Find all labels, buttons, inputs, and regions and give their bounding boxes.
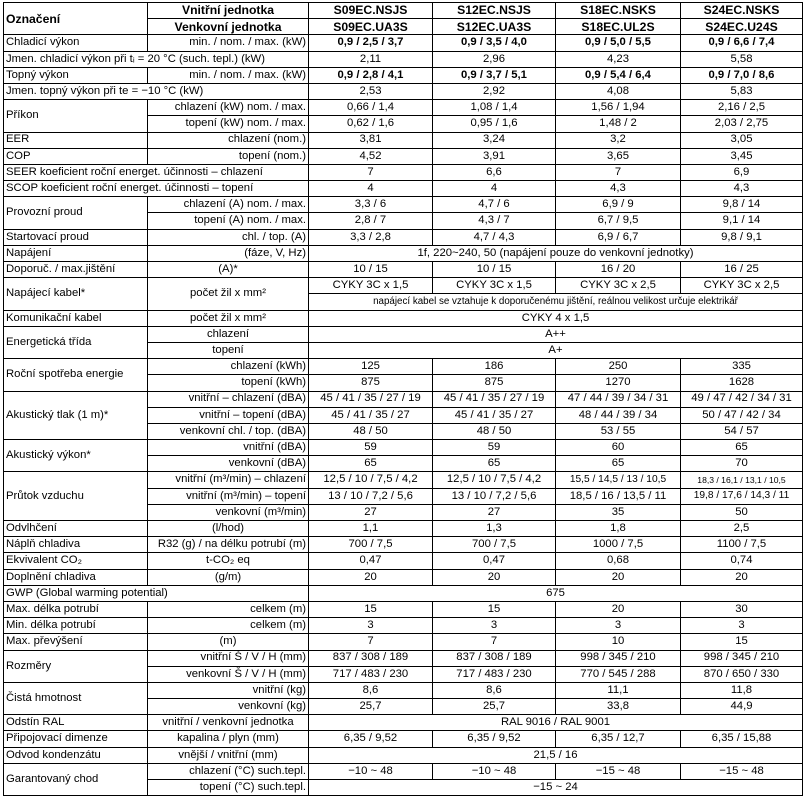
cell-value: 30 [681,601,803,617]
row-power-input-cooling [4,100,803,116]
row-desc: vnitřní – chlazení (dBA) [148,391,309,407]
row-label: Doplnění chladiva [4,569,148,585]
cell-value: 60 [556,440,681,456]
row-desc: topení (nom.) [148,148,309,164]
cell-value: 770 / 545 / 288 [556,666,681,682]
row-label: Chladicí výkon [4,35,148,51]
cell-value: 27 [433,504,556,520]
row-desc: venkovní Š / V / H (mm) [148,666,309,682]
cell-value: 10 / 15 [433,262,556,278]
cell-value: 1,56 / 1,94 [556,100,681,116]
row-desc: chlazení (nom.) [148,132,309,148]
indoor-unit-header: Vnitřní jednotka [148,3,309,19]
cell-value: 45 / 41 / 35 / 27 [433,407,556,423]
row-label: Průtok vzduchu [4,472,148,521]
row-scop [4,181,803,197]
cell-value: 20 [681,569,803,585]
row-desc: počet žil x mm² [148,278,309,310]
row-desc: min. / nom. / max. (kW) [148,35,309,51]
cell-value: 2,53 [309,83,433,99]
cell-value: 7 [309,634,433,650]
cell-value: 35 [556,504,681,520]
cell-value: 20 [309,569,433,585]
cell-value: 717 / 483 / 230 [433,666,556,682]
row-label: Náplň chladiva [4,537,148,553]
cell-value: 16 / 25 [681,262,803,278]
cell-value: 15,5 / 14,5 / 13 / 10,5 [556,472,681,488]
cell-value: 0,62 / 1,6 [309,116,433,132]
cell-value: 15 [681,634,803,650]
cell-value: 8,6 [309,682,433,698]
cell-value: 50 [681,504,803,520]
cell-value: 44,9 [681,699,803,715]
cell-value: 5,83 [681,83,803,99]
row-sound-power-indoor [4,440,803,456]
row-desc: topení (A) nom. / max. [148,213,309,229]
cell-value: 4,52 [309,148,433,164]
row-label: Energetická třída [4,326,148,358]
row-comm-cable [4,310,803,326]
cell-value: 1628 [681,375,803,391]
cell-value: 186 [433,359,556,375]
designation-header: Označení [4,3,148,35]
row-label: EER [4,132,148,148]
cell-value: 65 [309,456,433,472]
cell-value: RAL 9016 / RAL 9001 [309,715,803,731]
model-indoor: S24EC.NSKS [681,3,803,19]
cell-value: 2,16 / 2,5 [681,100,803,116]
row-desc: venkovní (kg) [148,699,309,715]
row-label: Startovací proud [4,229,148,245]
row-label: Čistá hmotnost [4,682,148,714]
row-label: Provozní proud [4,197,148,229]
outdoor-unit-header: Venkovní jednotka [148,19,309,35]
spec-table [3,2,803,796]
cell-value: 3 [556,618,681,634]
row-desc: vnitřní (kg) [148,682,309,698]
cell-value: 1100 / 7,5 [681,537,803,553]
row-desc: vnitřní (m³/min) – topení [148,488,309,504]
cell-value: 4,08 [556,83,681,99]
row-annual-cooling [4,359,803,375]
row-airflow-indoor-cooling [4,472,803,488]
cell-value: 2,92 [433,83,556,99]
cell-value: 16 / 20 [556,262,681,278]
row-guaranteed-cooling [4,763,803,779]
row-label: Napájecí kabel* [4,278,148,310]
model-indoor: S12EC.NSJS [433,3,556,19]
cell-value: −10 ~ 48 [309,763,433,779]
cell-value: 3,24 [433,132,556,148]
cell-value: −10 ~ 48 [433,763,556,779]
row-desc: (A)* [148,262,309,278]
cell-value: 48 / 50 [433,423,556,439]
cell-value: 7 [556,164,681,180]
cell-value: 2,5 [681,521,803,537]
row-desc: (m) [148,634,309,650]
cell-value: 10 [556,634,681,650]
row-connection [4,731,803,747]
cell-value: A+ [309,342,803,358]
row-label: Doporuč. / max.jištění [4,262,148,278]
cell-value: 48 / 44 / 39 / 34 [556,407,681,423]
header-row-indoor [4,3,803,19]
row-energy-class-cooling [4,326,803,342]
row-breaker [4,262,803,278]
cell-value: 3,05 [681,132,803,148]
cell-value: 0,9 / 5,4 / 6,4 [556,67,681,83]
cell-value: 0,9 / 2,8 / 4,1 [309,67,433,83]
row-desc: vnitřní Š / V / H (mm) [148,650,309,666]
cell-value: 9,1 / 14 [681,213,803,229]
row-desc: vnější / vnitřní (mm) [148,747,309,763]
row-label: Max. délka potrubí [4,601,148,617]
cell-value: 998 / 345 / 210 [681,650,803,666]
cell-value: 15 [433,601,556,617]
row-desc: vnitřní / venkovní jednotka [148,715,309,731]
cell-value: 1f, 220~240, 50 (napájení pouze do venkovní jednotky) [309,245,803,261]
row-desc: kapalina / plyn (mm) [148,731,309,747]
cell-value: −15 ~ 48 [556,763,681,779]
cell-value: 0,9 / 3,7 / 5,1 [433,67,556,83]
model-indoor: S18EC.NSKS [556,3,681,19]
cell-value: −15 ~ 24 [309,780,803,796]
row-label: Připojovací dimenze [4,731,148,747]
row-ral [4,715,803,731]
cell-value: 0,9 / 3,5 / 4,0 [433,35,556,51]
row-desc: (l/hod) [148,521,309,537]
cell-value: 70 [681,456,803,472]
cell-value: 0,47 [309,553,433,569]
row-dehumidification [4,521,803,537]
cell-value: 20 [556,601,681,617]
cell-value: 65 [681,440,803,456]
row-desc: min. / nom. / max. (kW) [148,67,309,83]
cell-value: CYKY 3C x 2,5 [681,278,803,294]
cell-value: 998 / 345 / 210 [556,650,681,666]
cell-value: 5,58 [681,51,803,67]
row-cooling-capacity [4,35,803,51]
row-eer [4,132,803,148]
model-outdoor: S18EC.UL2S [556,19,681,35]
row-dimensions-indoor [4,650,803,666]
model-outdoor: S12EC.UA3S [433,19,556,35]
cell-value: 335 [681,359,803,375]
model-indoor: S09EC.NSJS [309,3,433,19]
row-label: Jmen. chladicí výkon při tᵢ = 20 °C (such. tepl.) (kW) [4,51,309,67]
row-max-elevation [4,634,803,650]
row-desc: chl. / top. (A) [148,229,309,245]
cell-value: 700 / 7,5 [433,537,556,553]
cell-value: 6,35 / 9,52 [309,731,433,747]
cell-value: CYKY 3C x 2,5 [556,278,681,294]
cell-value: 717 / 483 / 230 [309,666,433,682]
row-refrigerant [4,537,803,553]
cell-value: 6,35 / 12,7 [556,731,681,747]
row-rated-cooling [4,51,803,67]
row-label: Komunikační kabel [4,310,148,326]
row-desc: topení (°C) such.tepl. [148,780,309,796]
cell-value: 18,5 / 16 / 13,5 / 11 [556,488,681,504]
row-desc: t-CO₂ eq [148,553,309,569]
cell-value: 1,08 / 1,4 [433,100,556,116]
cell-value: 3,3 / 6 [309,197,433,213]
cell-value: 20 [433,569,556,585]
row-label: Odvod kondenzátu [4,747,148,763]
cell-value: 8,6 [433,682,556,698]
cell-value: 20 [556,569,681,585]
cell-value: 1,1 [309,521,433,537]
row-label: Roční spotřeba energie [4,359,148,391]
cell-value: 11,1 [556,682,681,698]
cell-value: 15 [309,601,433,617]
row-label: Akustický tlak (1 m)* [4,391,148,440]
cell-value: 250 [556,359,681,375]
cell-value: 9,8 / 9,1 [681,229,803,245]
cell-value: 1,8 [556,521,681,537]
cell-value: 10 / 15 [309,262,433,278]
cell-value: 4,23 [556,51,681,67]
row-desc: topení [148,342,309,358]
cell-value: A++ [309,326,803,342]
row-desc: vnitřní (dBA) [148,440,309,456]
cell-value: 25,7 [433,699,556,715]
cell-value: 3,65 [556,148,681,164]
cell-value: 6,9 / 6,7 [556,229,681,245]
row-additional-refrigerant [4,569,803,585]
cell-value: 45 / 41 / 35 / 27 / 19 [433,391,556,407]
row-desc: topení (kWh) [148,375,309,391]
cell-value: 700 / 7,5 [309,537,433,553]
cell-value: 125 [309,359,433,375]
cell-value: 25,7 [309,699,433,715]
row-desc: venkovní (dBA) [148,456,309,472]
cell-value: 7 [433,634,556,650]
cell-value: 12,5 / 10 / 7,5 / 4,2 [309,472,433,488]
cell-value: −15 ~ 48 [681,763,803,779]
cell-value: 875 [433,375,556,391]
cell-value: 0,66 / 1,4 [309,100,433,116]
cell-value: 0,95 / 1,6 [433,116,556,132]
cell-value: 6,9 [681,164,803,180]
row-label: COP [4,148,148,164]
cell-value: 50 / 47 / 42 / 34 [681,407,803,423]
row-label: GWP (Global warming potential) [4,585,309,601]
cell-value: 3,45 [681,148,803,164]
cell-value: CYKY 3C x 1,5 [433,278,556,294]
cell-value: 4,7 / 4,3 [433,229,556,245]
row-desc: chlazení (A) nom. / max. [148,197,309,213]
row-label: SEER koeficient roční energet. účinnosti – chlazení [4,164,309,180]
cell-value: 6,7 / 9,5 [556,213,681,229]
cell-value: 0,9 / 2,5 / 3,7 [309,35,433,51]
cell-value: 0,9 / 5,0 / 5,5 [556,35,681,51]
cell-value: 2,11 [309,51,433,67]
cell-value: 837 / 308 / 189 [309,650,433,666]
row-power-cable [4,278,803,294]
cell-value: 27 [309,504,433,520]
row-operating-current-cooling [4,197,803,213]
row-sound-pressure-indoor-cooling [4,391,803,407]
row-label: Jmen. topný výkon při te = −10 °C (kW) [4,83,309,99]
cell-value: 4 [309,181,433,197]
row-label: Odvlhčení [4,521,148,537]
row-label: SCOP koeficient roční energet. účinnosti – topení [4,181,309,197]
cell-value: 1270 [556,375,681,391]
cell-value: 870 / 650 / 330 [681,666,803,682]
cell-value: 11,8 [681,682,803,698]
cell-value: 0,74 [681,553,803,569]
cell-value: 3 [309,618,433,634]
row-desc: chlazení (kWh) [148,359,309,375]
model-outdoor: S09EC.UA3S [309,19,433,35]
cell-value: 837 / 308 / 189 [433,650,556,666]
row-desc: chlazení (°C) such.tepl. [148,763,309,779]
cell-value: 6,6 [433,164,556,180]
cell-value: 4,7 / 6 [433,197,556,213]
cell-value: 875 [309,375,433,391]
row-rated-heating [4,83,803,99]
cell-value: 59 [433,440,556,456]
cell-value: 2,8 / 7 [309,213,433,229]
cell-value: 3,3 / 2,8 [309,229,433,245]
row-desc: celkem (m) [148,618,309,634]
cell-value: 3,2 [556,132,681,148]
cell-value: 13 / 10 / 7,2 / 5,6 [433,488,556,504]
row-gwp [4,585,803,601]
row-co2-equivalent [4,553,803,569]
row-label: Napájení [4,245,148,261]
cell-value: 3 [433,618,556,634]
row-desc: vnitřní – topení (dBA) [148,407,309,423]
row-label: Min. délka potrubí [4,618,148,634]
cell-value: 6,35 / 15,88 [681,731,803,747]
cell-value: 48 / 50 [309,423,433,439]
cell-value: 53 / 55 [556,423,681,439]
row-label: Ekvivalent CO₂ [4,553,148,569]
row-desc: vnitřní (m³/min) – chlazení [148,472,309,488]
cell-value: 12,5 / 10 / 7,5 / 4,2 [433,472,556,488]
row-seer [4,164,803,180]
cell-value: 4,3 / 7 [433,213,556,229]
cell-value: 18,3 / 16,1 / 13,1 / 10,5 [681,472,803,488]
cell-value: 4,3 [681,181,803,197]
row-desc: venkovní (m³/min) [148,504,309,520]
row-label: Akustický výkon* [4,440,148,472]
row-label: Příkon [4,100,148,132]
row-label: Topný výkon [4,67,148,83]
cell-value: 6,35 / 9,52 [433,731,556,747]
cell-value: 1,48 / 2 [556,116,681,132]
cell-value: CYKY 4 x 1,5 [309,310,803,326]
row-label: Garantovaný chod [4,763,148,795]
cell-value: 13 / 10 / 7,2 / 5,6 [309,488,433,504]
row-label: Max. převýšení [4,634,148,650]
cell-value: 2,03 / 2,75 [681,116,803,132]
cell-value: 2,96 [433,51,556,67]
cell-value: 0,47 [433,553,556,569]
cell-value: 45 / 41 / 35 / 27 [309,407,433,423]
cell-value: 1000 / 7,5 [556,537,681,553]
cell-value: 0,68 [556,553,681,569]
cell-value: 4,3 [556,181,681,197]
cell-value: 59 [309,440,433,456]
row-desc: (fáze, V, Hz) [148,245,309,261]
cell-value: 49 / 47 / 42 / 34 / 31 [681,391,803,407]
cell-value: CYKY 3C x 1,5 [309,278,433,294]
cell-value: 3,81 [309,132,433,148]
cell-value: 9,8 / 14 [681,197,803,213]
row-heating-capacity [4,67,803,83]
row-desc: R32 (g) / na délku potrubí (m) [148,537,309,553]
row-cop [4,148,803,164]
cell-value: 45 / 41 / 35 / 27 / 19 [309,391,433,407]
cell-value: 65 [433,456,556,472]
row-desc: topení (kW) nom. / max. [148,116,309,132]
cell-value: 19,8 / 17,6 / 14,3 / 11 [681,488,803,504]
cell-value: 6,9 / 9 [556,197,681,213]
cell-value: 47 / 44 / 39 / 34 / 31 [556,391,681,407]
cell-value: 0,9 / 6,6 / 7,4 [681,35,803,51]
row-desc: (g/m) [148,569,309,585]
row-weight-indoor [4,682,803,698]
row-desc: chlazení (kW) nom. / max. [148,100,309,116]
row-desc: venkovní chl. / top. (dBA) [148,423,309,439]
cell-value: 4 [433,181,556,197]
cable-note: napájecí kabel se vztahuje k doporučenému jištění, reálnou velikost určuje elektrikář [309,294,803,310]
model-outdoor: S24EC.U24S [681,19,803,35]
row-label: Rozměry [4,650,148,682]
row-max-pipe-length [4,601,803,617]
cell-value: 54 / 57 [681,423,803,439]
cell-value: 675 [309,585,803,601]
cell-value: 3,91 [433,148,556,164]
row-label: Odstín RAL [4,715,148,731]
cell-value: 3 [681,618,803,634]
row-min-pipe-length [4,618,803,634]
row-desc: celkem (m) [148,601,309,617]
cell-value: 1,3 [433,521,556,537]
cell-value: 33,8 [556,699,681,715]
cell-value: 21,5 / 16 [309,747,803,763]
row-power-supply [4,245,803,261]
cell-value: 0,9 / 7,0 / 8,6 [681,67,803,83]
cell-value: 7 [309,164,433,180]
row-desc: chlazení [148,326,309,342]
row-desc: počet žil x mm² [148,310,309,326]
row-starting-current [4,229,803,245]
cell-value: 65 [556,456,681,472]
row-condensate [4,747,803,763]
